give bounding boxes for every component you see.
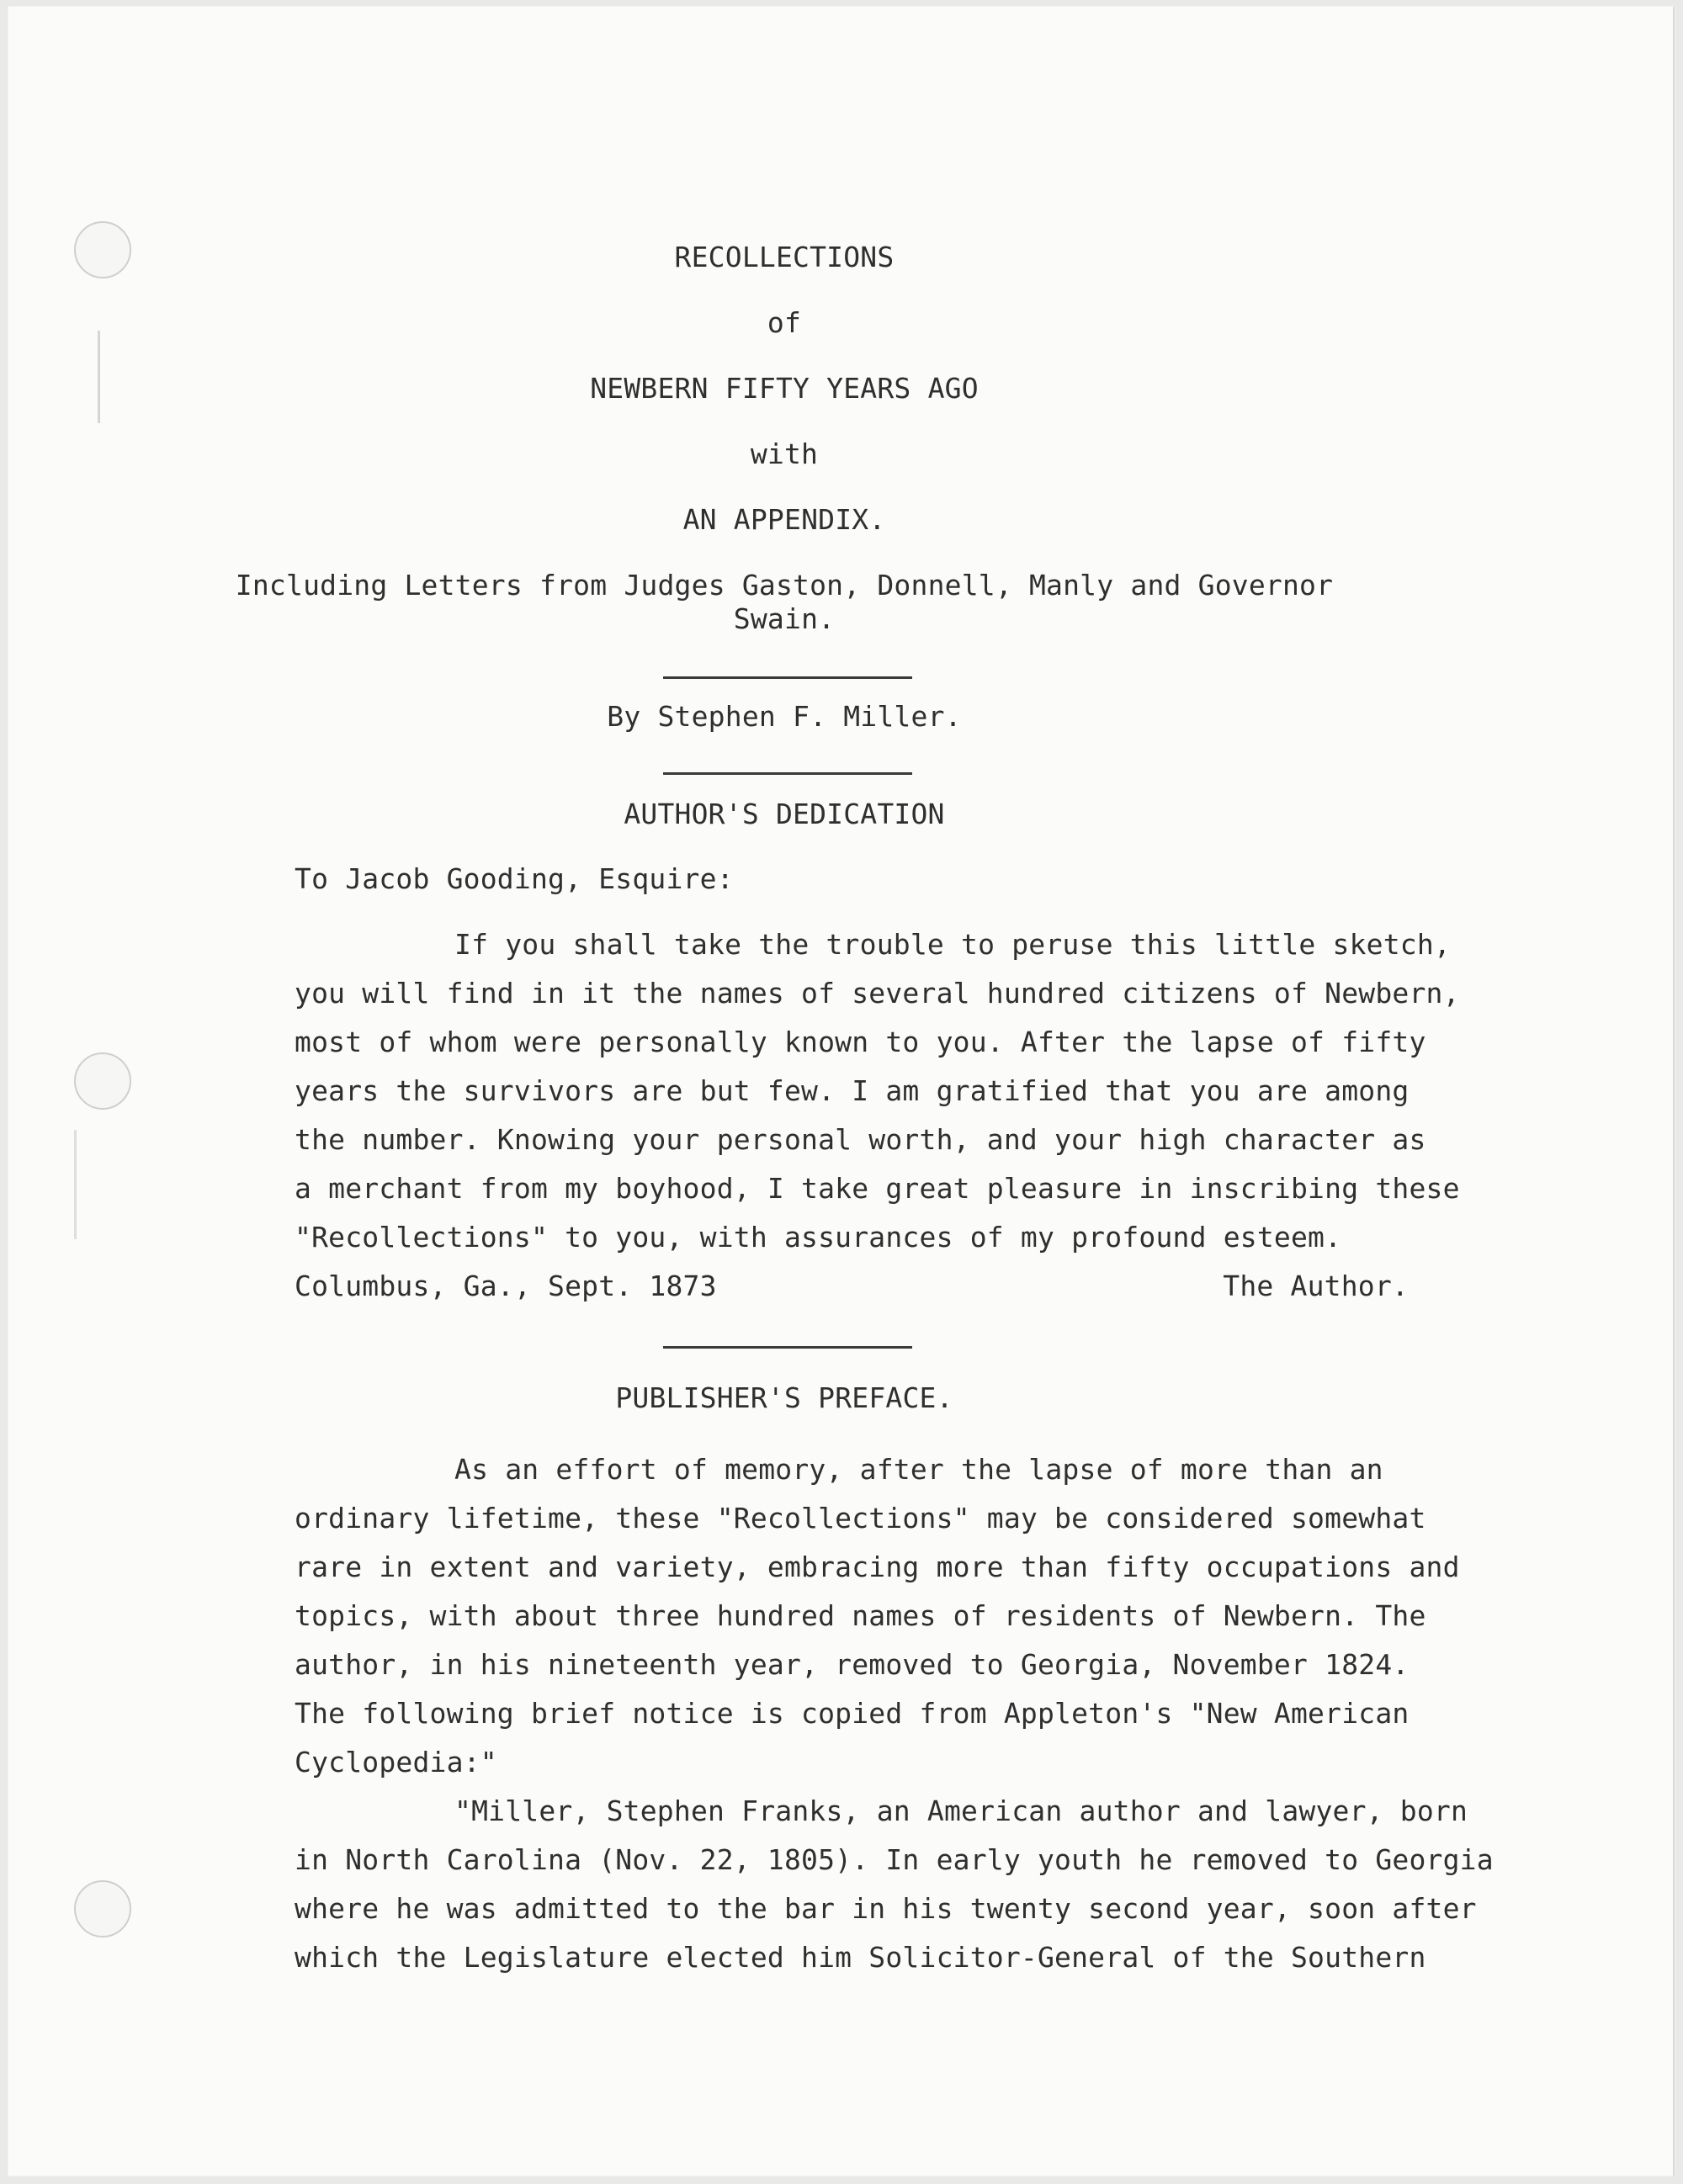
title-line-5: AN APPENDIX. bbox=[682, 503, 886, 536]
preface-line: Cyclopedia:" bbox=[295, 1746, 497, 1778]
quote-line: "Miller, Stephen Franks, an American author and lawyer, born bbox=[454, 1794, 1468, 1827]
binder-hole-icon bbox=[74, 1880, 131, 1938]
dedication-line: "Recollections" to you, with assurances of my profound esteem. bbox=[295, 1221, 1342, 1254]
dedication-line: the number. Knowing your personal worth, and your high character as bbox=[295, 1123, 1426, 1156]
preface-line: topics, with about three hundred names of residents of Newbern. The bbox=[295, 1599, 1426, 1632]
preface-line: author, in his nineteenth year, removed to Georgia, November 1824. bbox=[295, 1648, 1410, 1681]
title-line-2: of bbox=[767, 306, 802, 339]
dedication-line: years the survivors are but few. I am gratified that you are among bbox=[295, 1074, 1410, 1107]
binder-hole-icon bbox=[74, 1052, 131, 1110]
title-line-6a: Including Letters from Judges Gaston, Donnell, Manly and Governor bbox=[235, 569, 1334, 602]
preface-line: The following brief notice is copied from Appleton's "New American bbox=[295, 1697, 1410, 1730]
dedication-salutation: To Jacob Gooding, Esquire: bbox=[295, 862, 734, 895]
title-line-6b: Swain. bbox=[733, 602, 836, 635]
quote-line: in North Carolina (Nov. 22, 1805). In early youth he removed to Georgia bbox=[295, 1843, 1494, 1876]
dedication-line: a merchant from my boyhood, I take great pleasure in inscribing these bbox=[295, 1172, 1460, 1205]
dedication-signature: The Author. bbox=[1223, 1270, 1409, 1302]
dedication-line: most of whom were personally known to you. After the lapse of fifty bbox=[295, 1026, 1426, 1058]
preface-line: rare in extent and variety, embracing more than fifty occupations and bbox=[295, 1551, 1460, 1583]
quote-line: which the Legislature elected him Solicitor-General of the Southern bbox=[295, 1941, 1426, 1974]
preface-heading: PUBLISHER'S PREFACE. bbox=[615, 1381, 953, 1414]
byline: By Stephen F. Miller. bbox=[607, 700, 962, 733]
divider-rule bbox=[663, 772, 912, 775]
preface-line: ordinary lifetime, these "Recollections" may be considered somewhat bbox=[295, 1502, 1426, 1535]
paper-mark bbox=[74, 1130, 77, 1239]
preface-line: As an effort of memory, after the lapse of more than an bbox=[454, 1453, 1383, 1486]
dedication-heading: AUTHOR'S DEDICATION bbox=[624, 798, 945, 830]
title-line-1: RECOLLECTIONS bbox=[674, 241, 895, 273]
divider-rule bbox=[663, 676, 912, 679]
dedication-place-date: Columbus, Ga., Sept. 1873 bbox=[295, 1270, 717, 1302]
quote-line: where he was admitted to the bar in his twenty second year, soon after bbox=[295, 1892, 1477, 1925]
dedication-line: If you shall take the trouble to peruse this little sketch, bbox=[454, 928, 1451, 961]
document-page bbox=[8, 7, 1675, 2176]
divider-rule bbox=[663, 1346, 912, 1349]
title-line-4: with bbox=[750, 437, 819, 470]
title-line-3: NEWBERN FIFTY YEARS AGO bbox=[590, 372, 979, 405]
dedication-line: you will find in it the names of several hundred citizens of Newbern, bbox=[295, 977, 1460, 1010]
